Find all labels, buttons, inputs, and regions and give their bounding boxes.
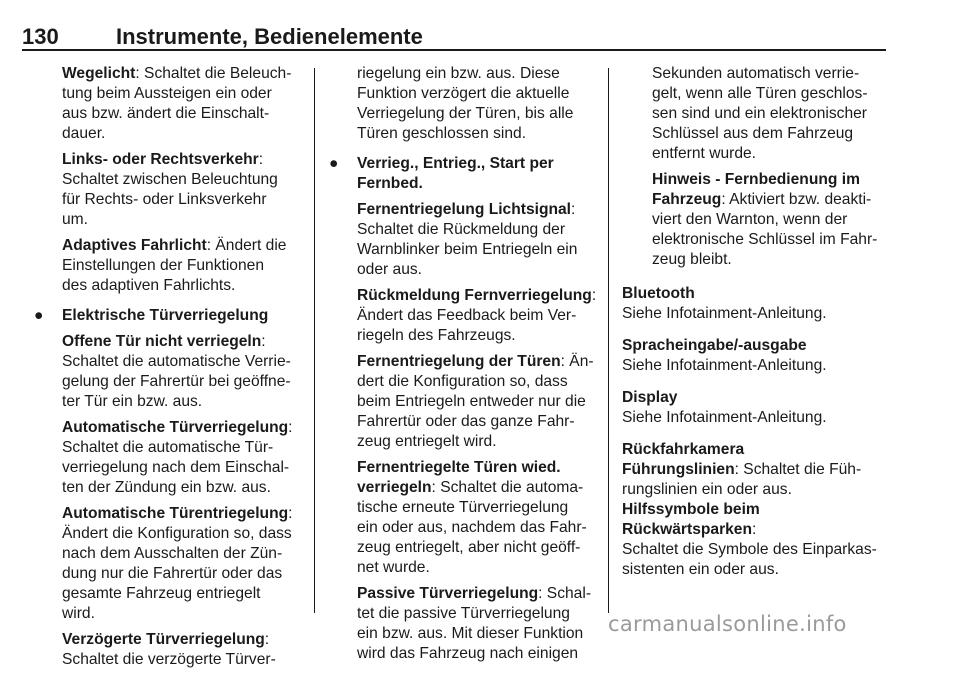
term: Fernentriegelte Türen wied. verriegeln — [357, 459, 561, 496]
term: Offene Tür nicht verriegeln — [62, 333, 262, 350]
description: : Än- dert die Konfiguration so, dass beim Entriegeln entweder nur die Fahrertür oder das ganze Fahr- zeug entriegelt wird. — [357, 353, 594, 450]
description: : Schaltet die Symbole des Einparkas- sistenten ein oder aus. — [622, 521, 877, 578]
description: : Schaltet die automa- tische erneute Türverriegelung ein oder aus, nachdem das Fahr- zeug entriegelt, aber nicht geöff- net wurde. — [357, 479, 587, 576]
page-number: 130 — [22, 24, 59, 49]
section-heading: Rückfahrkamera — [622, 441, 745, 458]
bullet-heading-text: Verrieg., Entrieg., Start per Fernbed. — [357, 155, 554, 192]
section-heading: Spracheingabe/-ausgabe — [622, 337, 807, 354]
section-heading: Display — [622, 389, 678, 406]
term: Rückmeldung Fernverriegelung — [357, 287, 592, 304]
column-2 — [329, 64, 602, 670]
column-3 — [622, 64, 892, 590]
indented-block — [622, 64, 892, 270]
setting-wegelicht — [62, 64, 307, 144]
column-divider-1 — [314, 68, 315, 613]
continued-text — [652, 64, 892, 164]
column-1 — [34, 64, 307, 676]
description: : Schaltet die Rückmeldung der Warnblinker beim Entriegeln ein oder aus. — [357, 201, 578, 278]
term: Fernentriegelung Lichtsignal — [357, 201, 572, 218]
setting-adaptives-fahrlicht — [62, 236, 307, 296]
term: Automatische Türentriegelung — [62, 505, 289, 522]
term: Hilfssymbole beim Rückwärtsparken — [622, 501, 760, 538]
section-bluetooth — [622, 284, 892, 324]
description: : Ändert die Einstellungen der Funktionen des adaptiven Fahrlichts. — [62, 237, 287, 294]
description: Sekunden automatisch verrie- gelt, wenn alle Türen geschlos- sen sind und ein elektronischer Schlüssel aus dem Fahrzeug entfernt wurde. — [652, 65, 868, 162]
term: Verzögerte Türverriegelung — [62, 631, 265, 648]
header-divider — [22, 49, 886, 51]
continued-text — [357, 64, 602, 144]
column-divider-2 — [608, 68, 609, 613]
setting-passive-verriegelung — [357, 584, 602, 664]
term: Wegelicht — [62, 65, 136, 82]
term: Passive Türverriegelung — [357, 585, 539, 602]
setting-rueckmeldung — [357, 286, 602, 346]
setting-auto-verriegelung — [62, 418, 307, 498]
term: Adaptives Fahrlicht — [62, 237, 207, 254]
section-display — [622, 388, 892, 428]
description: : Ändert die Konfiguration so, dass nach dem Ausschalten der Zün- dung nur die Fahrertür oder das gesamte Fahrzeug entriegelt wird. — [62, 505, 293, 622]
description: : Schaltet die Füh- rungslinien ein oder aus. — [622, 461, 862, 498]
term: Hinweis - Fernbedienung im Fahrzeug — [652, 171, 860, 208]
bullet-heading — [34, 306, 307, 326]
term: Automatische Türverriegelung — [62, 419, 289, 436]
setting-verkehr — [62, 150, 307, 230]
section-text: Siehe Infotainment-Anleitung. — [622, 305, 827, 322]
description: : Schaltet die automatische Tür- verriegelung nach dem Einschal- ten der Zündung ein bzw. aus. — [62, 419, 293, 496]
description: : Schal- tet die passive Türverriegelung ein bzw. aus. Mit dieser Funktion wird das Fahrzeug nach einigen — [357, 585, 592, 662]
description: : Schaltet die verzögerte Türver- — [62, 631, 276, 668]
watermark-text: carmanualsonline.info — [608, 612, 847, 636]
setting-fernentriegelung — [357, 352, 602, 452]
setting-fuehrungslinien — [622, 460, 892, 500]
section-text: Siehe Infotainment-Anleitung. — [622, 409, 827, 426]
section-heading: Bluetooth — [622, 285, 695, 302]
setting-hinweis — [652, 170, 892, 270]
description: riegelung ein bzw. aus. Diese Funktion verzögert die aktuelle Verriegelung der Türen, bis alle Türen geschlossen sind. — [357, 65, 574, 142]
bullet-heading — [329, 154, 602, 194]
section-sprache — [622, 336, 892, 376]
setting-hilfssymbole — [622, 500, 892, 580]
description: : Schaltet die automatische Verrie- gelung der Fahrertür bei geöffne- ter Tür ein bzw. aus. — [62, 333, 291, 410]
term: Links- oder Rechtsverkehr — [62, 151, 259, 168]
description: : Aktiviert bzw. deakti- viert den Warnton, wenn der elektronische Schlüssel im Fahr- zeug bleibt. — [652, 191, 878, 268]
section-rueckfahrkamera — [622, 440, 892, 580]
bullet-heading-text: Elektrische Türverriegelung — [62, 307, 269, 324]
term: Führungslinien — [622, 461, 735, 478]
bullet-icon: ● — [329, 155, 339, 172]
setting-lichtsignal — [357, 200, 602, 280]
page-title: Instrumente, Bedienelemente — [116, 24, 423, 49]
description: : Schaltet die Beleuch- tung beim Aussteigen ein oder aus bzw. ändert die Einschalt- dauer. — [62, 65, 292, 142]
setting-offene-tuer — [62, 332, 307, 412]
bullet-icon: ● — [34, 307, 44, 324]
setting-verzoegerte-verriegelung — [62, 630, 307, 670]
setting-wiederverriegeln — [357, 458, 602, 578]
description: : Schaltet zwischen Beleuchtung für Rechts- oder Linksverkehr um. — [62, 151, 278, 228]
section-text: Siehe Infotainment-Anleitung. — [622, 357, 827, 374]
term: Fernentriegelung der Türen — [357, 353, 561, 370]
description: : Ändert das Feedback beim Ver- riegeln des Fahrzeugs. — [357, 287, 597, 344]
setting-auto-entriegelung — [62, 504, 307, 624]
